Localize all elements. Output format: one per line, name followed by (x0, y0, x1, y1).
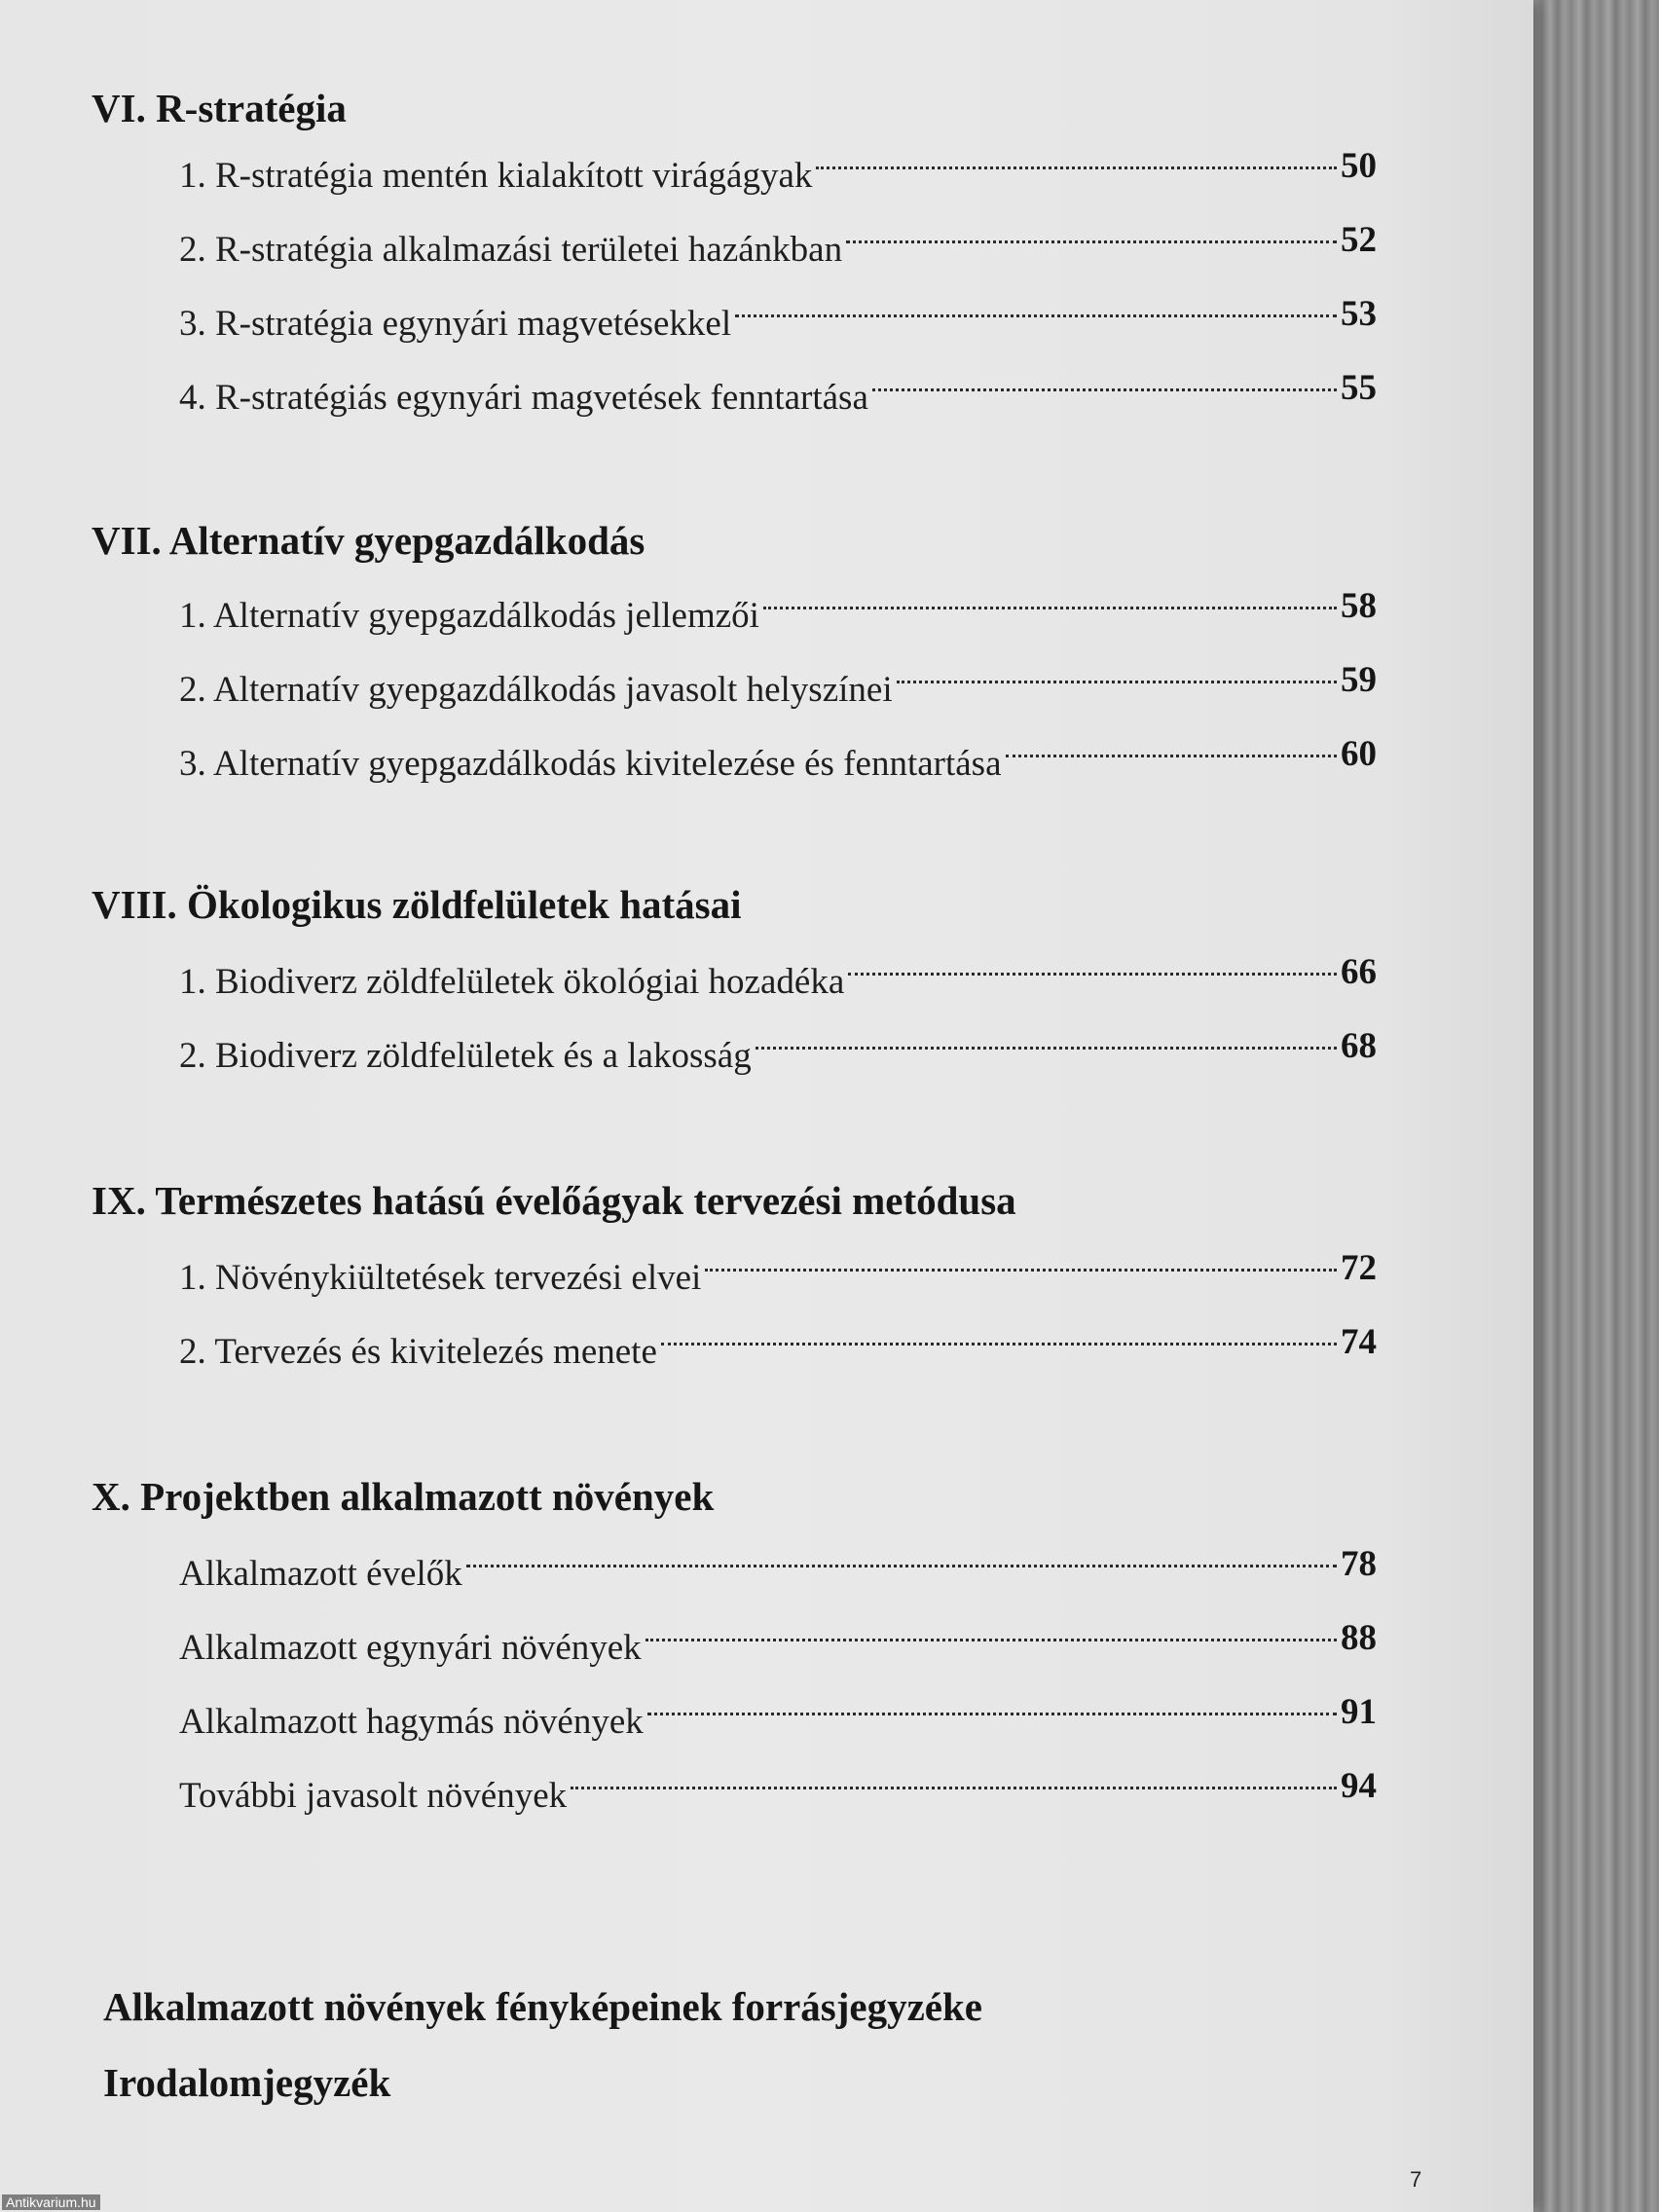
entry-label: 1. Biodiverz zöldfelületek ökológiai hozadéka (179, 962, 845, 1002)
back-matter-photo-sources: Alkalmazott növények fényképeinek forrásjegyzéke (103, 1984, 983, 2029)
watermark: Antikvarium.hu (2, 2194, 100, 2210)
entry-label: Alkalmazott hagymás növények (179, 1702, 644, 1742)
dot-leader (705, 1269, 1337, 1272)
entry-page-number: 59 (1341, 660, 1377, 700)
section-title: X. Projektben alkalmazott növények (92, 1474, 715, 1519)
entry-label: 2. Biodiverz zöldfelületek és a lakosság (179, 1036, 752, 1076)
entry-page-number: 74 (1341, 1322, 1377, 1362)
toc-entry (179, 734, 1377, 789)
entry-label: 1. R-stratégia mentén kialakított virágágyak (179, 156, 813, 196)
toc-entry (179, 1544, 1377, 1599)
toc-entry (179, 1322, 1377, 1377)
toc-entry (179, 586, 1377, 641)
section-title: IX. Természetes hatású évelőágyak tervezési metódusa (92, 1178, 1016, 1223)
dot-leader (816, 166, 1337, 169)
dot-leader (735, 314, 1337, 317)
entry-label: Alkalmazott évelők (179, 1554, 462, 1594)
entry-page-number: 68 (1341, 1026, 1377, 1066)
section-title: VI. R-stratégia (92, 86, 347, 130)
entry-page-number: 94 (1341, 1766, 1377, 1806)
entry-page-number: 50 (1341, 146, 1377, 186)
entry-page-number: 52 (1341, 220, 1377, 260)
toc-entry (179, 220, 1377, 275)
entry-label: 2. R-stratégia alkalmazási területei hazánkban (179, 230, 843, 270)
entry-page-number: 66 (1341, 952, 1377, 992)
entry-page-number: 58 (1341, 586, 1377, 626)
toc-entry (179, 1026, 1377, 1081)
toc-entry (179, 1248, 1377, 1303)
dot-leader (897, 681, 1337, 683)
dot-leader (647, 1713, 1337, 1715)
toc-entry (179, 1618, 1377, 1673)
entry-label: További javasolt növények (179, 1776, 568, 1816)
entry-label: 4. R-stratégiás egynyári magvetések fenntartása (179, 378, 868, 418)
entry-page-number: 78 (1341, 1544, 1377, 1584)
toc-entry (179, 1766, 1377, 1821)
toc-entry (179, 660, 1377, 715)
back-matter-bibliography: Irodalomjegyzék (103, 2060, 391, 2105)
dot-leader (645, 1639, 1337, 1641)
dot-leader (1006, 755, 1338, 757)
toc-entry (179, 146, 1377, 201)
entry-page-number: 55 (1341, 368, 1377, 408)
entry-label: 1. Alternatív gyepgazdálkodás jellemzői (179, 596, 759, 636)
page-number: 7 (1410, 2167, 1422, 2192)
section-title: VIII. Ökologikus zöldfelületek hatásai (92, 882, 742, 927)
toc-entry (179, 952, 1377, 1007)
entry-label: 2. Alternatív gyepgazdálkodás javasolt helyszínei (179, 670, 893, 710)
entry-label: Alkalmazott egynyári növények (179, 1628, 642, 1668)
toc-entry (179, 294, 1377, 349)
toc-entry (179, 1692, 1377, 1747)
dot-leader (848, 973, 1337, 976)
dot-leader (846, 240, 1337, 243)
dot-leader (756, 1047, 1337, 1050)
entry-label: 2. Tervezés és kivitelezés menete (179, 1332, 657, 1372)
entry-label: 3. Alternatív gyepgazdálkodás kivitelezése és fenntartása (179, 744, 1002, 784)
dot-leader (872, 388, 1337, 391)
entry-page-number: 72 (1341, 1248, 1377, 1288)
toc-entry (179, 368, 1377, 423)
entry-page-number: 91 (1341, 1692, 1377, 1732)
dot-leader (571, 1787, 1337, 1789)
dot-leader (763, 607, 1337, 609)
dot-leader (466, 1565, 1337, 1567)
entry-label: 1. Növénykiültetések tervezési elvei (179, 1258, 702, 1298)
entry-page-number: 53 (1341, 294, 1377, 334)
entry-page-number: 88 (1341, 1618, 1377, 1658)
section-title: VII. Alternatív gyepgazdálkodás (92, 518, 645, 563)
dot-leader (661, 1343, 1337, 1346)
entry-page-number: 60 (1341, 734, 1377, 774)
entry-label: 3. R-stratégia egynyári magvetésekkel (179, 304, 732, 344)
